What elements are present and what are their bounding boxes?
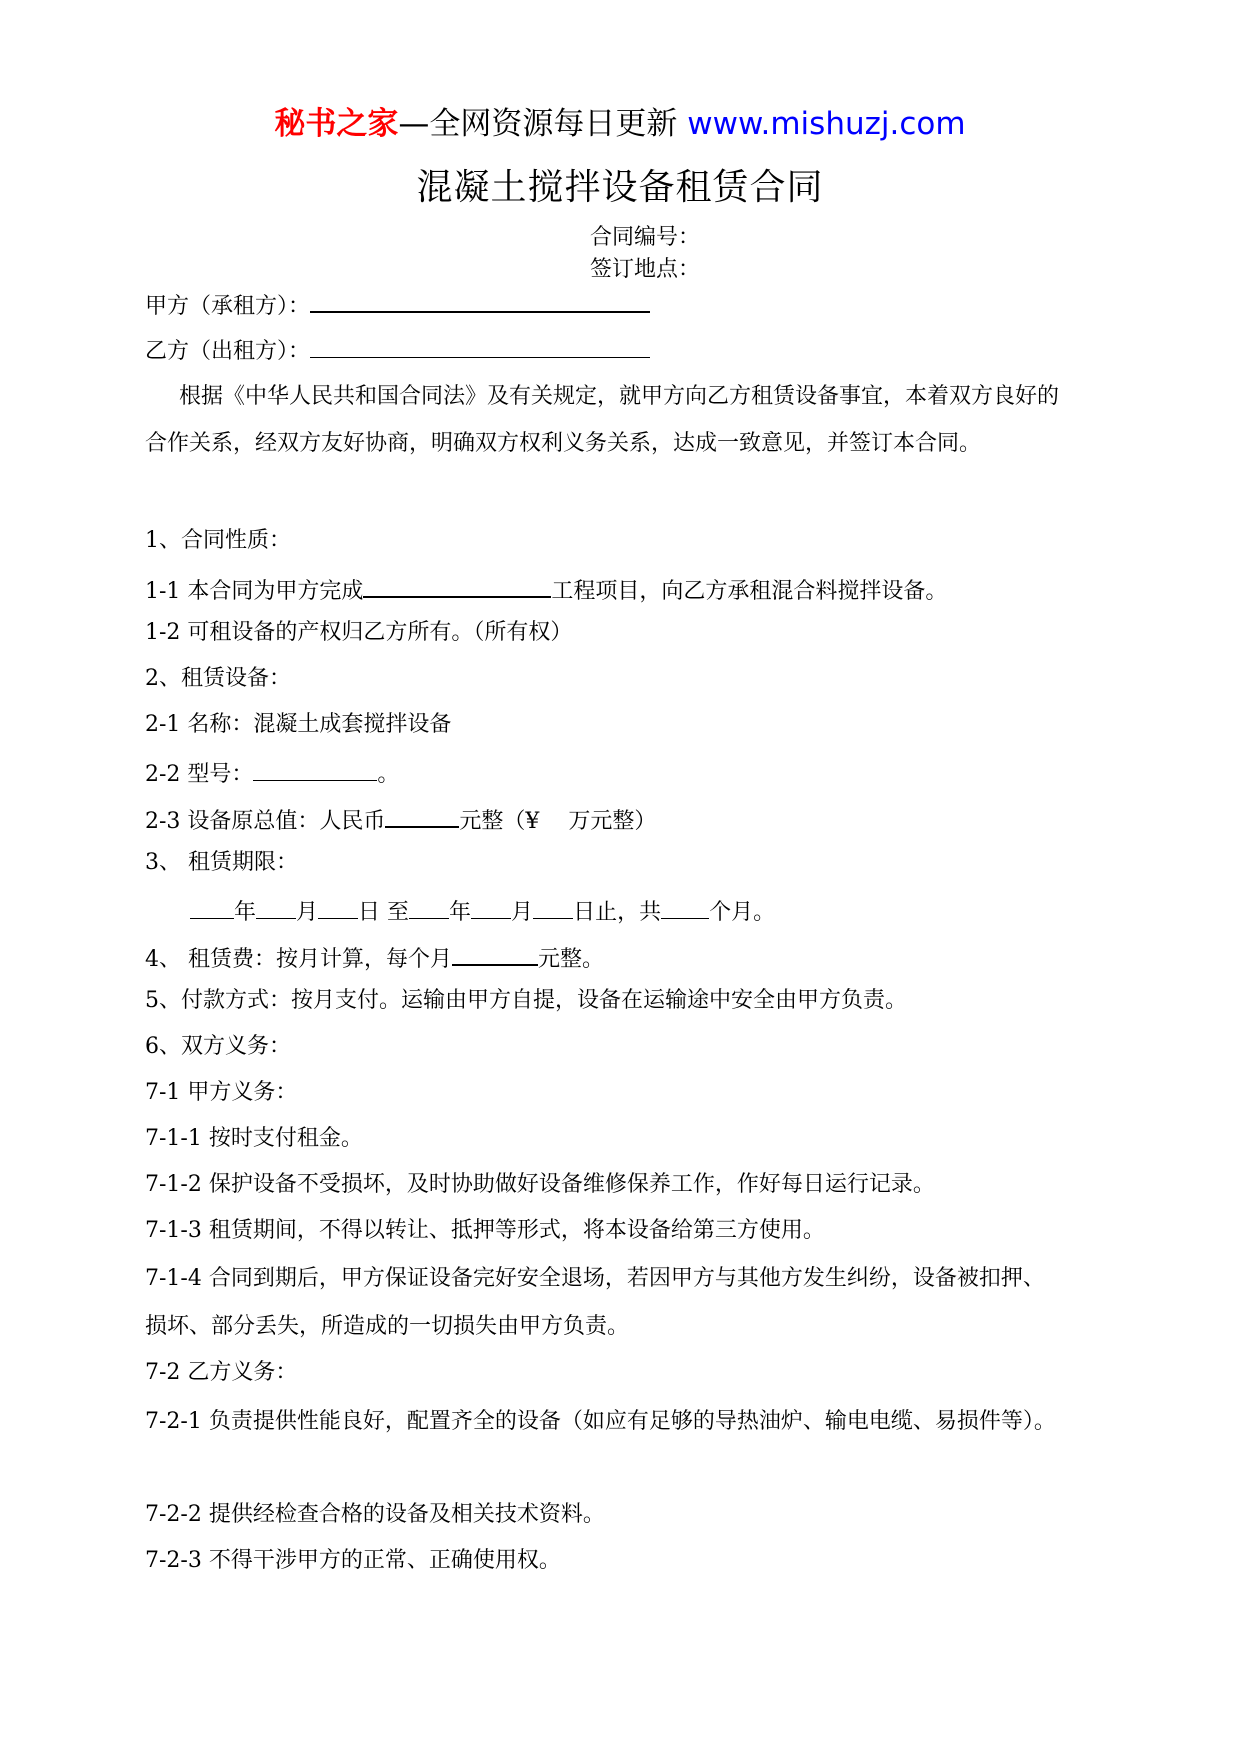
clause-7-2-heading: 7-2 乙方义务： (145, 1360, 298, 1385)
clause-1-1 (145, 572, 947, 607)
year-label: 年 (234, 900, 257, 925)
months-label: 个月。 (709, 900, 776, 925)
sign-place-label: 签订地点： (590, 257, 701, 282)
clause-7-1-3: 7-1-3 租赁期间，不得以转让、抵押等形式，将本设备给第三方使用。 (145, 1218, 825, 1243)
monthly-fee-blank[interactable] (452, 940, 538, 966)
clause-6-heading: 6、双方义务： (145, 1034, 291, 1059)
clause-4-text-end: 元整。 (538, 947, 605, 972)
day-to-label: 日 至 (358, 900, 410, 925)
clause-2-3-text: 2-3 设备原总值：人民币 (145, 809, 386, 834)
clause-5: 5、付款方式：按月支付。运输由甲方自提，设备在运输途中安全由甲方负责。 (145, 988, 907, 1013)
clause-1-2: 1-2 可租设备的产权归乙方所有。（所有权） (145, 620, 573, 645)
clause-7-1-2: 7-1-2 保护设备不受损坏，及时协助做好设备维修保养工作，作好每日运行记录。 (145, 1172, 935, 1197)
month-label: 月 (296, 900, 319, 925)
clause-1-heading: 1、合同性质： (145, 528, 291, 553)
banner-url-link[interactable]: www.mishuzj.com (687, 106, 966, 142)
year-label-2: 年 (449, 900, 472, 925)
clause-7-2-1: 7-2-1 负责提供性能良好，配置齐全的设备（如应有足够的导热油炉、输电电缆、易损件等）。 (145, 1409, 1056, 1434)
clause-1-1-text-end: 工程项目，向乙方承租混合料搅拌设备。 (551, 579, 948, 604)
clause-2-1: 2-1 名称：混凝土成套搅拌设备 (145, 712, 452, 737)
equipment-value-blank[interactable] (385, 802, 459, 828)
lease-period-line (190, 894, 775, 928)
intro-paragraph: 根据《中华人民共和国合同法》及有关规定，就甲方向乙方租赁设备事宜，本着双方良好的合作关系，经双方友好协商，明确双方权利义务关系，达成一致意见，并签订本合同。 (145, 384, 1060, 456)
clause-3-heading: 3、 租赁期限： (145, 850, 298, 875)
clause-4 (145, 940, 604, 975)
day-end-label: 日止，共 (573, 900, 662, 925)
clause-2-2-text: 2-2 型号： (145, 762, 254, 787)
clause-7-1-4: 7-1-4 合同到期后，甲方保证设备完好安全退场，若因甲方与其他方发生纠纷，设备被扣押、损坏、部分丢失，所造成的一切损失由甲方负责。 (145, 1266, 1045, 1339)
clause-7-2-2: 7-2-2 提供经检查合格的设备及相关技术资料。 (145, 1502, 605, 1527)
clause-7-1-heading: 7-1 甲方义务： (145, 1080, 298, 1105)
end-day-blank[interactable] (533, 894, 573, 919)
end-month-blank[interactable] (471, 894, 511, 919)
document-title: 混凝土搅拌设备租赁合同 (416, 167, 824, 208)
party-b-blank[interactable] (310, 333, 650, 358)
clause-2-3-text-end: 元整（¥ 万元整） (459, 809, 657, 834)
end-year-blank[interactable] (409, 894, 449, 919)
brand-name: 秘书之家 (274, 106, 399, 142)
total-months-blank[interactable] (661, 894, 709, 919)
clause-7-2-3: 7-2-3 不得干涉甲方的正常、正确使用权。 (145, 1548, 561, 1573)
model-blank[interactable] (253, 756, 377, 781)
clause-2-heading: 2、租赁设备： (145, 666, 291, 691)
clause-1-1-text: 1-1 本合同为甲方完成 (145, 579, 364, 604)
party-a-blank[interactable] (310, 287, 650, 313)
party-b-line (145, 333, 650, 367)
watermark-banner (0, 104, 1240, 144)
clause-2-2 (145, 756, 399, 790)
month-label-2: 月 (511, 900, 534, 925)
clause-2-2-text-end: 。 (377, 762, 400, 787)
clause-4-text: 4、 租赁费：按月计算，每个月 (145, 947, 452, 972)
project-name-blank[interactable] (363, 572, 551, 598)
party-a-line (145, 287, 650, 322)
clause-7-1-1: 7-1-1 按时支付租金。 (145, 1126, 363, 1151)
clause-2-3 (145, 802, 656, 837)
start-year-blank[interactable] (190, 894, 234, 919)
party-b-label: 乙方（出租方）： (145, 339, 311, 364)
start-day-blank[interactable] (318, 894, 358, 919)
contract-number-label: 合同编号： (590, 225, 701, 250)
start-month-blank[interactable] (256, 894, 296, 919)
party-a-label: 甲方（承租方）： (145, 294, 311, 319)
banner-tagline: —全网资源每日更新 (398, 106, 678, 142)
